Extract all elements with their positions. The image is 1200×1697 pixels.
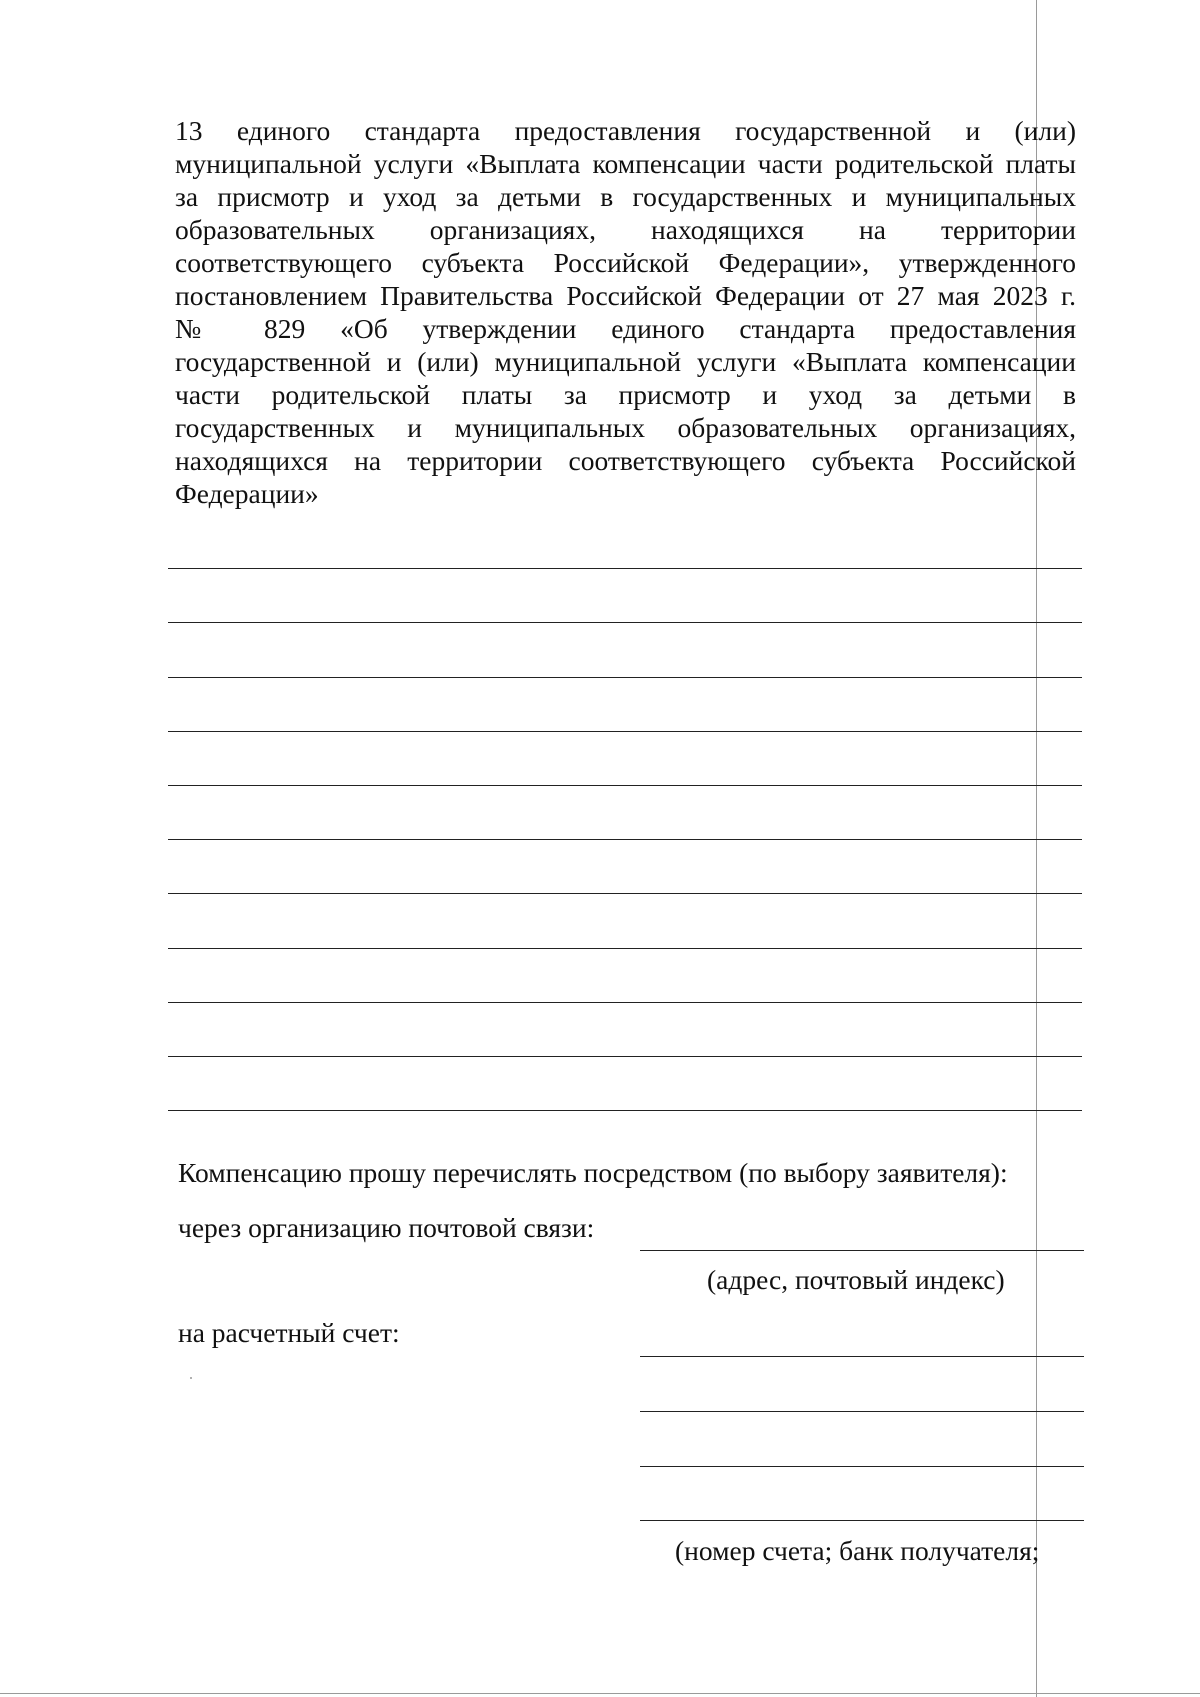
blank-fill-line[interactable] bbox=[168, 1110, 1082, 1111]
paragraph-line: находящихся на территории соответствующего субъекта Российской bbox=[175, 445, 1076, 476]
bank-account-line[interactable] bbox=[640, 1520, 1084, 1521]
paragraph-line: государственных и муниципальных образовательных организациях, bbox=[175, 412, 1076, 443]
blank-fill-line[interactable] bbox=[168, 948, 1082, 949]
blank-fill-line[interactable] bbox=[168, 731, 1082, 732]
bank-account-line[interactable] bbox=[640, 1411, 1084, 1412]
blank-fill-line[interactable] bbox=[168, 839, 1082, 840]
blank-fill-line[interactable] bbox=[168, 568, 1082, 569]
paragraph-line: № 829 «Об утверждении единого стандарта предоставления bbox=[175, 313, 1076, 344]
blank-fill-line[interactable] bbox=[168, 1002, 1082, 1003]
paragraph-line: 13 единого стандарта предоставления государственной и (или) bbox=[175, 115, 1076, 146]
postal-delivery-label: через организацию почтовой связи: bbox=[178, 1212, 595, 1243]
postal-address-caption: (адрес, почтовый индекс) bbox=[707, 1264, 1005, 1295]
bank-account-caption: (номер счета; банк получателя; bbox=[675, 1535, 1040, 1566]
blank-fill-line[interactable] bbox=[168, 785, 1082, 786]
paragraph-line: Федерации» bbox=[175, 478, 319, 509]
blank-fill-line[interactable] bbox=[168, 622, 1082, 623]
paragraph-line: соответствующего субъекта Российской Федерации», утвержденного bbox=[175, 247, 1076, 278]
payment-method-intro: Компенсацию прошу перечислять посредством (по выбору заявителя): bbox=[178, 1157, 1008, 1188]
blank-fill-line[interactable] bbox=[168, 893, 1082, 894]
paragraph-line: государственной и (или) муниципальной услуги «Выплата компенсации bbox=[175, 346, 1076, 377]
legal-reference-paragraph bbox=[175, 114, 1076, 510]
paragraph-line: муниципальной услуги «Выплата компенсации части родительской платы bbox=[175, 148, 1076, 179]
bank-account-line[interactable] bbox=[640, 1356, 1084, 1357]
paragraph-line: образовательных организациях, находящихся на территории bbox=[175, 214, 1076, 245]
bank-account-label: на расчетный счет: bbox=[178, 1317, 400, 1348]
bank-account-line[interactable] bbox=[640, 1466, 1084, 1467]
blank-fill-line[interactable] bbox=[168, 677, 1082, 678]
postal-address-line[interactable] bbox=[640, 1250, 1084, 1251]
scan-speck bbox=[190, 1377, 192, 1379]
paragraph-line: части родительской платы за присмотр и уход за детьми в bbox=[175, 379, 1076, 410]
paragraph-line: постановлением Правительства Российской Федерации от 27 мая 2023 г. bbox=[175, 280, 1076, 311]
blank-fill-line[interactable] bbox=[168, 1056, 1082, 1057]
paragraph-line: за присмотр и уход за детьми в государственных и муниципальных bbox=[175, 181, 1076, 212]
scan-bottom-edge bbox=[0, 1693, 1200, 1694]
